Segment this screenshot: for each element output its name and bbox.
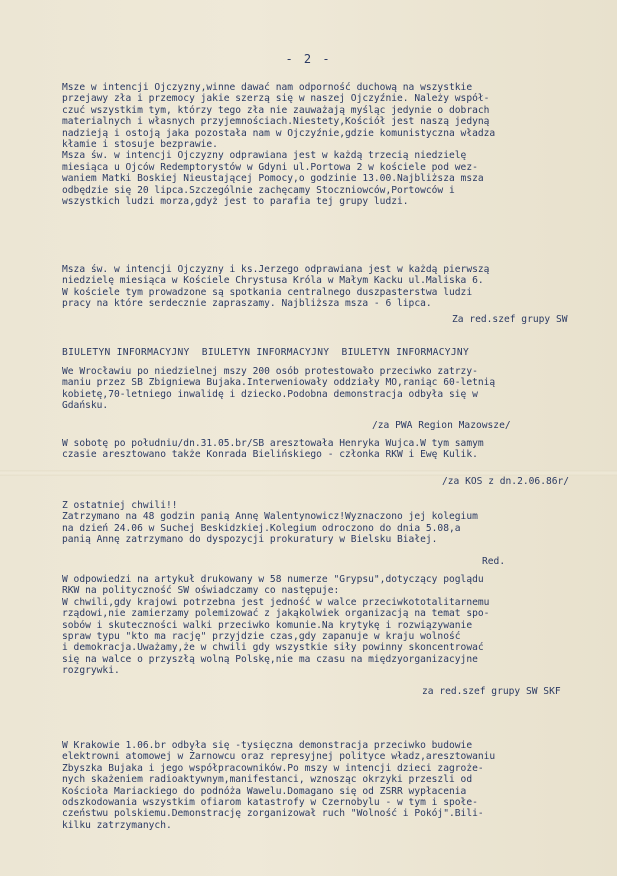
text-line: Gdańsku. (62, 400, 109, 412)
text-line: czeństwu polskiemu.Demonstrację zorganizował ruch "Wolność i Pokój".Bili- (62, 808, 484, 820)
text-line: W sobotę po południu/dn.31.05.br/SB aresztowała Henryka Wujca.W tym samym (62, 438, 484, 449)
text-line: Msza św. w intencji Ojczyzny i ks.Jerzego odprawiana jest w każdą pierwszą (62, 264, 490, 275)
text-line: nych skażeniem radioaktywnym,manifestanci, wznosząc okrzyki przeszli od (62, 774, 473, 786)
text-line: Zatrzymano na 48 godzin panią Annę Walentynowicz!Wyznaczono jej kolegium (62, 511, 478, 523)
signature-1: Za red.szef grupy SW (452, 314, 568, 325)
text-line: RKW na polityczność SW oświadczamy co następuje: (62, 585, 340, 597)
text-line: W Krakowie 1.06.br odbyła się -tysięczna demonstracja przeciwko budowie (62, 740, 473, 751)
page-number: - 2 - (285, 52, 332, 66)
text-line: W odpowiedzi na artykuł drukowany w 58 numerze "Grypsu",dotyczący poglądu (62, 574, 484, 585)
text-line: kłamie i stosuje bezprawie. (62, 139, 218, 151)
text-line: czuć wszystkim tym, którzy tego zła nie zauważają myśląc jedynie o dobrach (62, 104, 490, 116)
signature-2: Red. (482, 556, 506, 567)
paragraph-msza-intro (62, 82, 592, 207)
text-line: kilku zatrzymanych. (62, 819, 172, 831)
text-line: pracy na które serdecznie zapraszamy. Najbliższa msza - 6 lipca. (62, 298, 432, 310)
paragraph-krakow (62, 740, 592, 831)
paragraph-odpowiedz (62, 574, 592, 677)
text-line: panią Annę zatrzymano do dyspozycji prokuratury w Bielsku Białej. (62, 534, 438, 546)
text-line: nadzieją i ostoją jaka pozostała nam w Ojczyźnie,gdzie komunistyczna władza (62, 127, 496, 139)
text-line: kobietę,70-letniego inwalidę i dziecko.Podobna demonstracja odbyła się w (62, 388, 478, 400)
text-line: Z ostatniej chwili!! (62, 500, 178, 511)
signature-3: za red.szef grupy SW SKF (422, 686, 561, 697)
text-line: spraw typu "kto ma rację" przyjdzie czas,gdy zapanuje w kraju wolność (62, 631, 461, 643)
text-line: waniem Matki Boskiej Nieustającej Pomocy,o godzinie 13.00.Najbliższa msza (62, 173, 484, 185)
source-2: /za KOS z dn.2.06.86r/ (442, 476, 570, 487)
paragraph-msza-popieluszko (62, 264, 592, 310)
text-line: We Wrocławiu po niedzielnej mszy 200 osób protestowało przeciwko zatrzy- (62, 366, 478, 377)
text-line: materialnych i własnych przyjemnościach.Niestety,Kościół jest naszą jedyną (62, 116, 490, 128)
text-line: sobów i skuteczności walki przeciwko komunie.Na krytykę i rozwiązywanie (62, 619, 473, 631)
text-line: W kościele tym prowadzone są spotkania centralnego duszpasterstwa ludzi (62, 286, 473, 298)
text-line: Kościoła Mariackiego do podnóża Wawelu.Domagano się od ZSRR wypłacenia (62, 785, 467, 797)
text-line: niedzielę miesiąca w Kościele Chrystusa Króla w Małym Kacku ul.Maliska 6. (62, 275, 484, 287)
text-line: Zbyszka Bujaka i jego współpracowników.Po mszy w intencji dzieci zagroże- (62, 762, 484, 774)
text-line: maniu przez SB Zbigniewa Bujaka.Interweniowały oddziały MO,raniąc 60-letnią (62, 377, 496, 389)
text-line: elektrowni atomowej w Żarnowcu oraz represyjnej polityce władz,aresztowaniu (62, 751, 496, 763)
source-1: /za PWA Region Mazowsze/ (372, 420, 511, 431)
text-line: rozgrywki. (62, 665, 120, 677)
text-line: przejawy zła i przemocy jakie szerzą się w naszej Ojczyźnie. Należy współ- (62, 93, 490, 105)
paragraph-ostatniej (62, 500, 592, 546)
paragraph-wroclaw (62, 366, 592, 412)
text-line: Msza św. w intencji Ojczyzny odprawiana jest w każdą trzecią niedzielę (62, 150, 467, 162)
paragraph-warszawa (62, 438, 592, 461)
text-line: Msze w intencji Ojczyzny,winne dawać nam odporność duchową na wszystkie (62, 82, 473, 93)
text-line: rządowi,nie zamierzamy polemizować z jakąkolwiek organizacją na temat spo- (62, 608, 490, 620)
text-line: odszkodowania wszystkim ofiarom katastrofy w Czernobylu - w tym i społe- (62, 797, 478, 809)
text-line: odbędzie się 20 lipca.Szczególnie zachęcamy Stoczniowców,Portowców i (62, 184, 455, 196)
text-line: miesiąca u Ojców Redemptorystów w Gdyni ul.Portowa 2 w kościele pod wez- (62, 161, 478, 173)
text-line: i demokracja.Uważamy,że w chwili gdy wszystkie siły powinny skoncentrować (62, 642, 484, 654)
text-line: wszystkich ludzi morza,gdyż jest to parafia tej grupy ludzi. (62, 196, 409, 208)
text-line: W chwili,gdy krajowi potrzebna jest jedność w walce przeciwkototalitarnemu (62, 596, 490, 608)
text-line: czasie aresztowano także Konrada Bielińskiego - członka RKW i Ewę Kulik. (62, 449, 478, 461)
text-line: się na walce o przyszłą wolną Polskę,nie ma czasu na międzyorganizacyjne (62, 653, 478, 665)
biuletyn-header: BIULETYN INFORMACYJNY BIULETYN INFORMACYJNY BIULETYN INFORMACYJNY (62, 347, 470, 358)
text-line: na dzień 24.06 w Suchej Beskidzkiej.Kolegium odroczono do dnia 5.08,a (62, 522, 461, 534)
